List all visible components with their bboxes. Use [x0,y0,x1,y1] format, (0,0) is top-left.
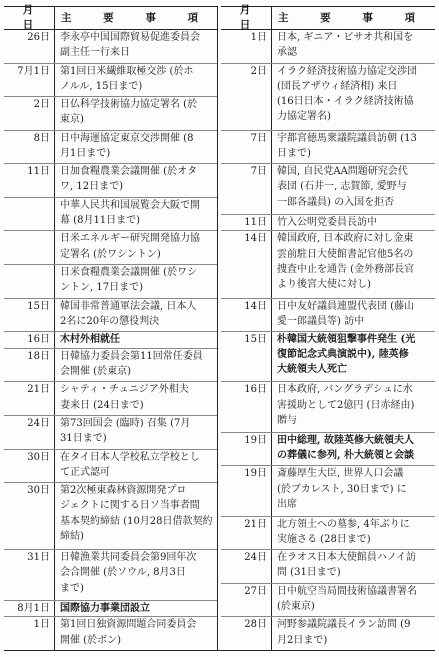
event-row [4,64,218,98]
event-text: 竹入公明党委員長訪中 [271,215,435,231]
event-text: 日中海運協定東京交渉開催 (8 月1日まで) [54,131,218,164]
event-row [4,97,218,131]
event-text: 国際協力事業団設立 [54,601,218,617]
left-header [4,6,218,30]
date-column-header: 月 日 [239,4,259,31]
event-date [4,416,54,449]
event-day: 19日 [244,434,267,446]
bottom-rule [4,650,435,652]
event-date [4,64,54,97]
event-text: 日本, ギニア・ビサオ共和国を 承認 [271,30,435,63]
left-column [4,6,218,651]
event-day: 31日 [27,552,50,564]
event-date [4,349,54,382]
event-text: 日仏科学技術協力協定署名 (於 東京) [54,97,218,130]
event-date [221,433,271,466]
right-header [221,6,435,30]
event-text: 日韓漁業共同委員会第9回年次 会合開催 (於ソウル, 8月3日 まで) [54,550,218,599]
event-day: 27日 [244,585,267,597]
event-day: 26日 [27,32,50,43]
event-day: 15日 [244,334,267,346]
event-date [221,332,271,381]
event-day: 24日 [244,552,267,564]
event-day: 30日 [27,485,50,497]
event-row [221,215,435,232]
event-text: 在ラオス日本大使館員ハノイ訪 問 (31日まで) [271,550,435,583]
event-day: 7日 [250,132,267,144]
event-text: イラク経済技術協力協定交渉団 (団長アザウィ経済相) 来日 (16日日本・イラク経済技術協 力協定署名) [271,64,435,130]
event-row [221,332,435,382]
event-row [221,517,435,551]
event-date [4,164,54,197]
event-date [4,483,54,549]
event-date [221,584,271,617]
event-date [221,466,271,515]
event-month: 8月 [17,602,34,614]
event-day: 1日 [33,65,50,77]
event-date [4,265,54,298]
event-text: 李永亭中国国際貿易促進委員会 副主任一行来日 [54,30,218,63]
event-text: 日米エネルギー研究開発協力協 定署名 (於ワシントン) [54,231,218,264]
event-row [4,601,218,618]
event-day: 15日 [27,300,50,312]
event-date [4,198,54,231]
event-text: 第1回日米繊維取極交渉 (於ホ ノルル, 15日まで) [54,64,218,97]
event-day: 1日 [33,619,50,631]
event-date [4,601,54,617]
event-date [4,550,54,599]
event-row [4,349,218,383]
event-row [4,198,218,232]
event-day: 19日 [244,468,267,480]
event-date [4,617,54,651]
event-day: 21日 [244,518,267,530]
event-row [221,164,435,214]
event-text: 宇都宮徳馬衆議院議員訪朝 (13 日まで) [271,131,435,164]
event-row [4,164,218,198]
event-text: 韓国, 自民党AA問題研究会代 表団 (石井一, 志賀節, 愛野与 一郎各議員) の入国を拒否 [271,164,435,213]
event-text: 河野参議院議長イラン訪問 (9 月2日まで) [271,617,435,651]
event-row [4,617,218,651]
event-row [4,131,218,165]
event-text: 第2次極東森林資源開発プロ ジェクトに関する日ソ当事者間 基本契約締結 (10月28日借款契約 締結) [54,483,218,549]
event-date [4,299,54,332]
events-column-header: 主 要 事 項 [54,7,218,29]
event-date [221,131,271,164]
event-row [221,299,435,333]
event-day: 28日 [244,619,267,631]
event-day: 11日 [244,216,267,228]
event-date [221,231,271,297]
right-column [221,6,435,651]
event-row [4,265,218,299]
event-text: 在タイ日本人学校私立学校とし て正式認可 [54,450,218,483]
event-day: 14日 [244,300,267,312]
event-text: 韓国政府, 日本政府に対し金東 雲前駐日大使館書記官他5名の 捜査中止を通告 (金外務部長官 より後宮大使に対し) [271,231,435,297]
event-text: 木村外相就任 [54,332,218,348]
event-row [4,450,218,484]
event-row [221,30,435,64]
event-row [221,64,435,131]
events-column-header: 主 要 事 項 [271,7,435,29]
event-day: 16日 [244,384,267,396]
event-text: 日中友好議員連盟代表団 (藤山 愛一郎議員等) 訪中 [271,299,435,332]
event-day: 18日 [27,350,50,362]
event-date [221,64,271,130]
left-rows [4,30,218,651]
event-text: 第1回日独資源問題合同委員会 開催 (於ボン) [54,617,218,651]
event-day: 16日 [27,334,50,346]
event-row [221,550,435,584]
event-day: 7日 [250,166,267,178]
event-row [4,299,218,333]
event-text: 斎藤厚生大臣, 世界人口会議 (於ブカレスト, 30日まで) に 出席 [271,466,435,515]
event-text: 日加食糧農業会議開催 (於オタ ワ, 12日まで) [54,164,218,197]
event-row [221,584,435,618]
event-date [221,164,271,213]
right-rows [221,30,435,651]
event-row [4,416,218,450]
event-date [4,332,54,348]
event-row [4,550,218,600]
event-date [4,131,54,164]
event-date [221,517,271,550]
event-date [221,30,271,63]
event-date [221,215,271,231]
center-divider [217,6,218,651]
event-text: 日本政府, バングラデシュに水 害援助として2億円 (日赤経由) 贈与 [271,382,435,431]
event-date [221,617,271,651]
event-text: 韓国非常普通軍法会議, 日本人 2名に20年の懲役判決 [54,299,218,332]
event-day: 14日 [244,233,267,245]
event-date [221,299,271,332]
event-row [4,483,218,550]
event-date [4,450,54,483]
event-text: 中華人民共和国展覧会大阪で開 幕 (8月11日まで) [54,198,218,231]
event-date [221,550,271,583]
event-row [221,433,435,467]
date-column-header: 月 日 [22,4,42,31]
event-row [4,332,218,349]
event-row [221,131,435,165]
event-day: 2日 [33,99,50,111]
event-row [221,382,435,432]
event-text: 田中総理, 故陸英修大統領夫人 の葬儀に参列, 朴大統領と会談 [271,433,435,466]
event-row [4,231,218,265]
event-date [4,30,54,63]
event-row [221,466,435,516]
event-day: 11日 [27,166,50,178]
event-text: 北方領土への墓参, 4年ぶりに 実施さる (28日まで) [271,517,435,550]
event-day: 30日 [27,451,50,463]
event-day: 2日 [250,65,267,77]
event-day: 1日 [33,602,50,614]
event-date [4,97,54,130]
event-day: 21日 [27,384,50,396]
event-date [4,231,54,264]
event-text: 日米食糧農業会議開催 (於ワシ ントン, 17日まで) [54,265,218,298]
event-date [221,382,271,431]
event-row [4,382,218,416]
event-row [221,617,435,651]
event-text: シャティ・チュニジア外相夫 妻来日 (24日まで) [54,382,218,415]
event-text: 第73回国会 (臨時) 召集 (7月 31日まで) [54,416,218,449]
event-row [221,231,435,298]
event-text: 朴韓国大統領狙撃事件発生 (光 復節記念式典演説中), 陸英修 大統領夫人死亡 [271,332,435,381]
event-text: 日中航空当局間技術協議書署名 (於東京) [271,584,435,617]
event-day: 8日 [33,132,50,144]
event-date [4,382,54,415]
event-month: 7月 [17,65,34,77]
event-text: 日韓協力委員会第11回常任委員 会開催 (於東京) [54,349,218,382]
event-row [4,30,218,64]
event-day: 1日 [250,32,267,43]
event-day: 24日 [27,417,50,429]
